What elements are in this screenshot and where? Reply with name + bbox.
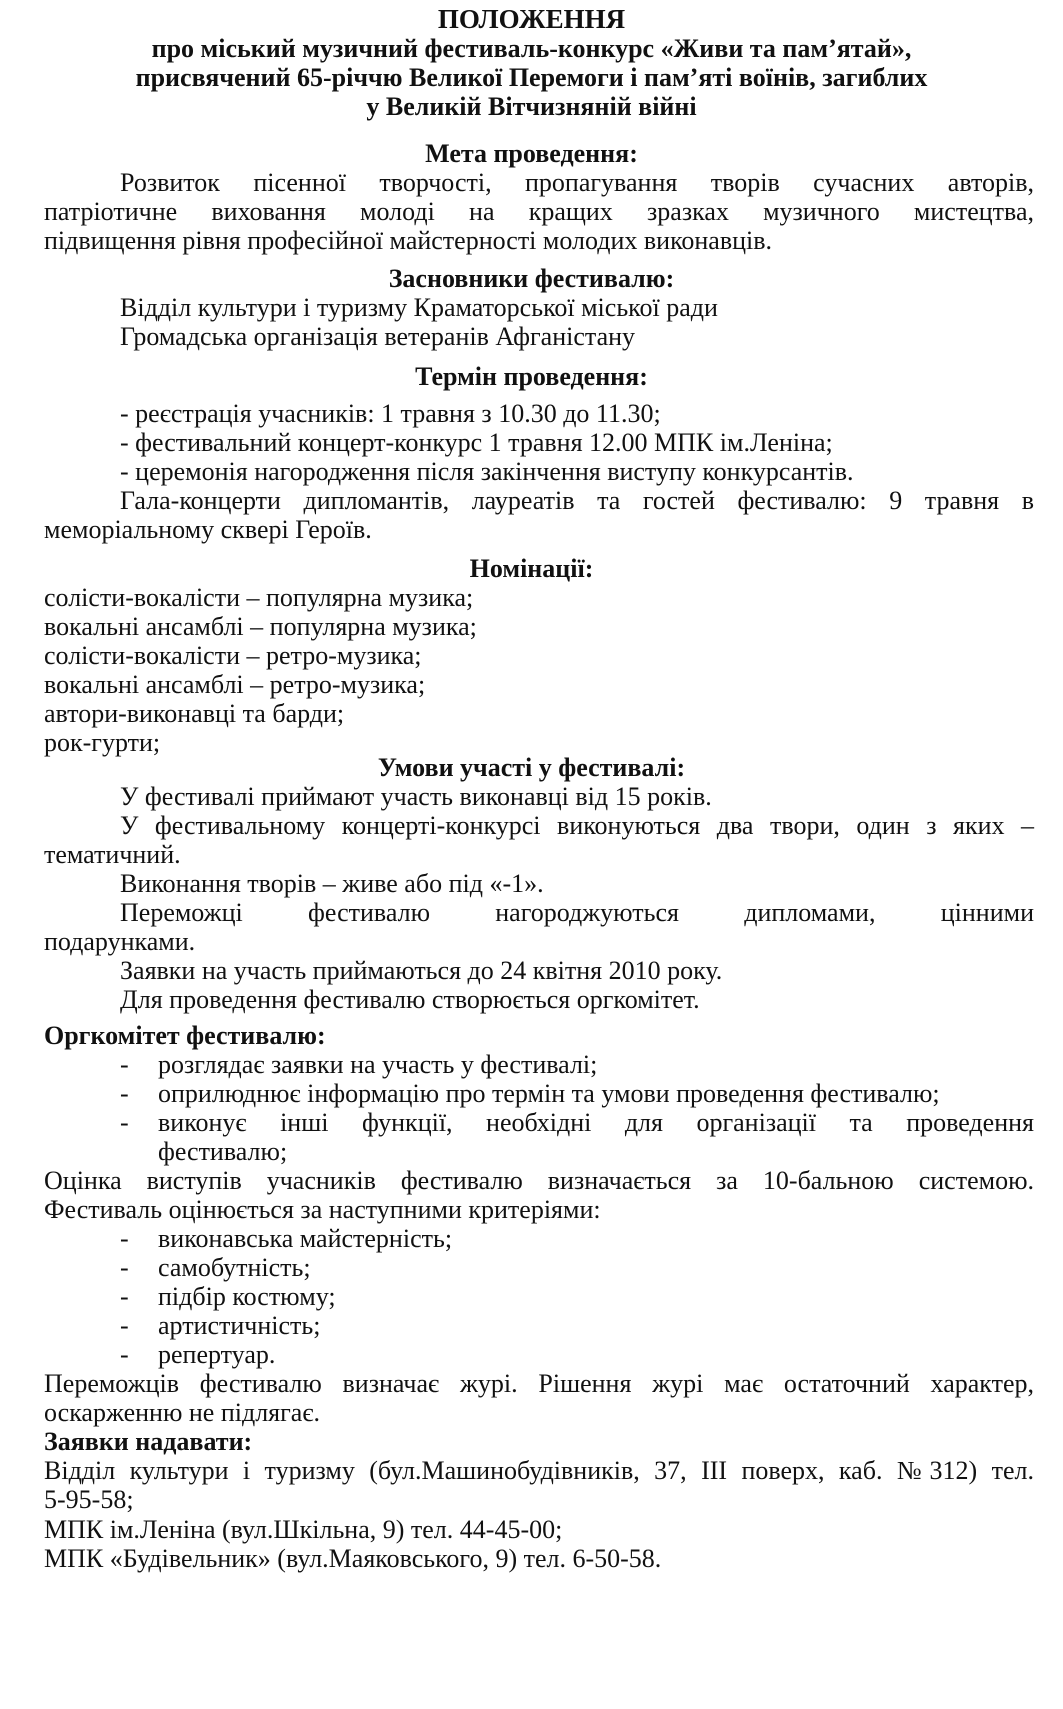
- application-address: 5-95-58;: [44, 1485, 134, 1514]
- committee-item: розглядає заявки на участь у фестивалі;: [158, 1050, 598, 1079]
- criteria-item: виконавська майстерність;: [158, 1224, 453, 1253]
- section-heading-nominations: Номінації:: [469, 554, 594, 583]
- goal-text: патріотичне виховання молоді на кращих зразках музичного мистецтва,: [44, 197, 1034, 226]
- section-heading-goal: Мета проведення:: [425, 139, 638, 168]
- conditions-text: Для проведення фестивалю створюється оргкомітет.: [120, 985, 700, 1014]
- founder-item: Громадська організація ветеранів Афганістану: [120, 322, 636, 351]
- conditions-text: Переможці фестивалю нагороджуються дипломами, цінними: [120, 898, 1034, 927]
- evaluation-text: Оцінка виступів учасників фестивалю визначається за 10-бальною системою.: [44, 1166, 1034, 1195]
- gala-text: меморіальному сквері Героїв.: [44, 515, 372, 544]
- schedule-item: - фестивальний концерт-конкурс 1 травня 12.00 МПК ім.Леніна;: [120, 428, 833, 457]
- conditions-text: тематичний.: [44, 840, 181, 869]
- criteria-item: артистичність;: [158, 1311, 321, 1340]
- list-dash: -: [120, 1311, 129, 1340]
- application-address: МПК «Будівельник» (вул.Маяковського, 9) тел. 6-50-58.: [44, 1544, 662, 1573]
- committee-item: оприлюднює інформацію про термін та умови проведення фестивалю;: [158, 1079, 940, 1108]
- nomination-item: рок-гурти;: [44, 728, 161, 757]
- section-heading-committee: Оргкомітет фестивалю:: [44, 1021, 326, 1050]
- nomination-item: автори-виконавці та барди;: [44, 699, 345, 728]
- section-heading-founders: Засновники фестивалю:: [388, 264, 675, 293]
- criteria-item: самобутність;: [158, 1253, 311, 1282]
- nomination-item: вокальні ансамблі – популярна музика;: [44, 612, 477, 641]
- schedule-item: - реєстрація учасників: 1 травня з 10.30 до 11.30;: [120, 399, 661, 428]
- list-dash: -: [120, 1050, 129, 1079]
- document-title: ПОЛОЖЕННЯ: [437, 4, 626, 34]
- conditions-text: У фестивалі приймают участь виконавці від 15 років.: [120, 782, 712, 811]
- jury-text: Переможців фестивалю визначає журі. Рішення журі має остаточний характер,: [44, 1369, 1034, 1398]
- schedule-item: - церемонія нагородження після закінчення виступу конкурсантів.: [120, 457, 854, 486]
- list-dash: -: [120, 1253, 129, 1282]
- goal-text: Розвиток пісенної творчості, пропагування творів сучасних авторів,: [120, 168, 1034, 197]
- document-subtitle: про міський музичний фестиваль-конкурс «Живи та пам’ятай»,: [151, 34, 912, 63]
- list-dash: -: [120, 1108, 129, 1137]
- section-heading-applications: Заявки надавати:: [44, 1427, 253, 1456]
- nomination-item: вокальні ансамблі – ретро-музика;: [44, 670, 426, 699]
- list-dash: -: [120, 1079, 129, 1108]
- gala-text: Гала-концерти дипломантів, лауреатів та гостей фестивалю: 9 травня в: [120, 486, 1034, 515]
- conditions-text: Виконання творів – живе або під «-1».: [120, 869, 544, 898]
- nomination-item: солісти-вокалісти – популярна музика;: [44, 583, 474, 612]
- founder-item: Відділ культури і туризму Краматорської міської ради: [120, 293, 718, 322]
- evaluation-text: Фестиваль оцінюється за наступними критеріями:: [44, 1195, 601, 1224]
- section-heading-conditions: Умови участі у фестивалі:: [377, 753, 686, 782]
- list-dash: -: [120, 1340, 129, 1369]
- section-heading-schedule: Термін проведення:: [415, 362, 648, 391]
- document-subtitle: у Великій Вітчизняній війні: [366, 92, 697, 121]
- committee-item: фестивалю;: [158, 1137, 288, 1166]
- list-dash: -: [120, 1282, 129, 1311]
- criteria-item: репертуар.: [158, 1340, 276, 1369]
- conditions-text: У фестивальному концерті-конкурсі виконуються два твори, один з яких –: [120, 811, 1034, 840]
- nomination-item: солісти-вокалісти – ретро-музика;: [44, 641, 422, 670]
- committee-item: виконує інші функції, необхідні для організації та проведення: [158, 1108, 1034, 1137]
- jury-text: оскарженню не підлягає.: [44, 1398, 320, 1427]
- document-subtitle: присвячений 65-річчю Великої Перемоги і пам’яті воїнів, загиблих: [135, 63, 928, 92]
- list-dash: -: [120, 1224, 129, 1253]
- application-address: МПК ім.Леніна (вул.Шкільна, 9) тел. 44-45-00;: [44, 1515, 563, 1544]
- criteria-item: підбір костюму;: [158, 1282, 336, 1311]
- conditions-text: Заявки на участь приймаються до 24 квітня 2010 року.: [120, 956, 723, 985]
- goal-text: підвищення рівня професійної майстерності молодих виконавців.: [44, 226, 773, 255]
- conditions-text: подарунками.: [44, 927, 196, 956]
- application-address: Відділ культури і туризму (бул.Машинобудівників, 37, ІІІ поверх, каб. №312) тел.: [44, 1456, 1034, 1485]
